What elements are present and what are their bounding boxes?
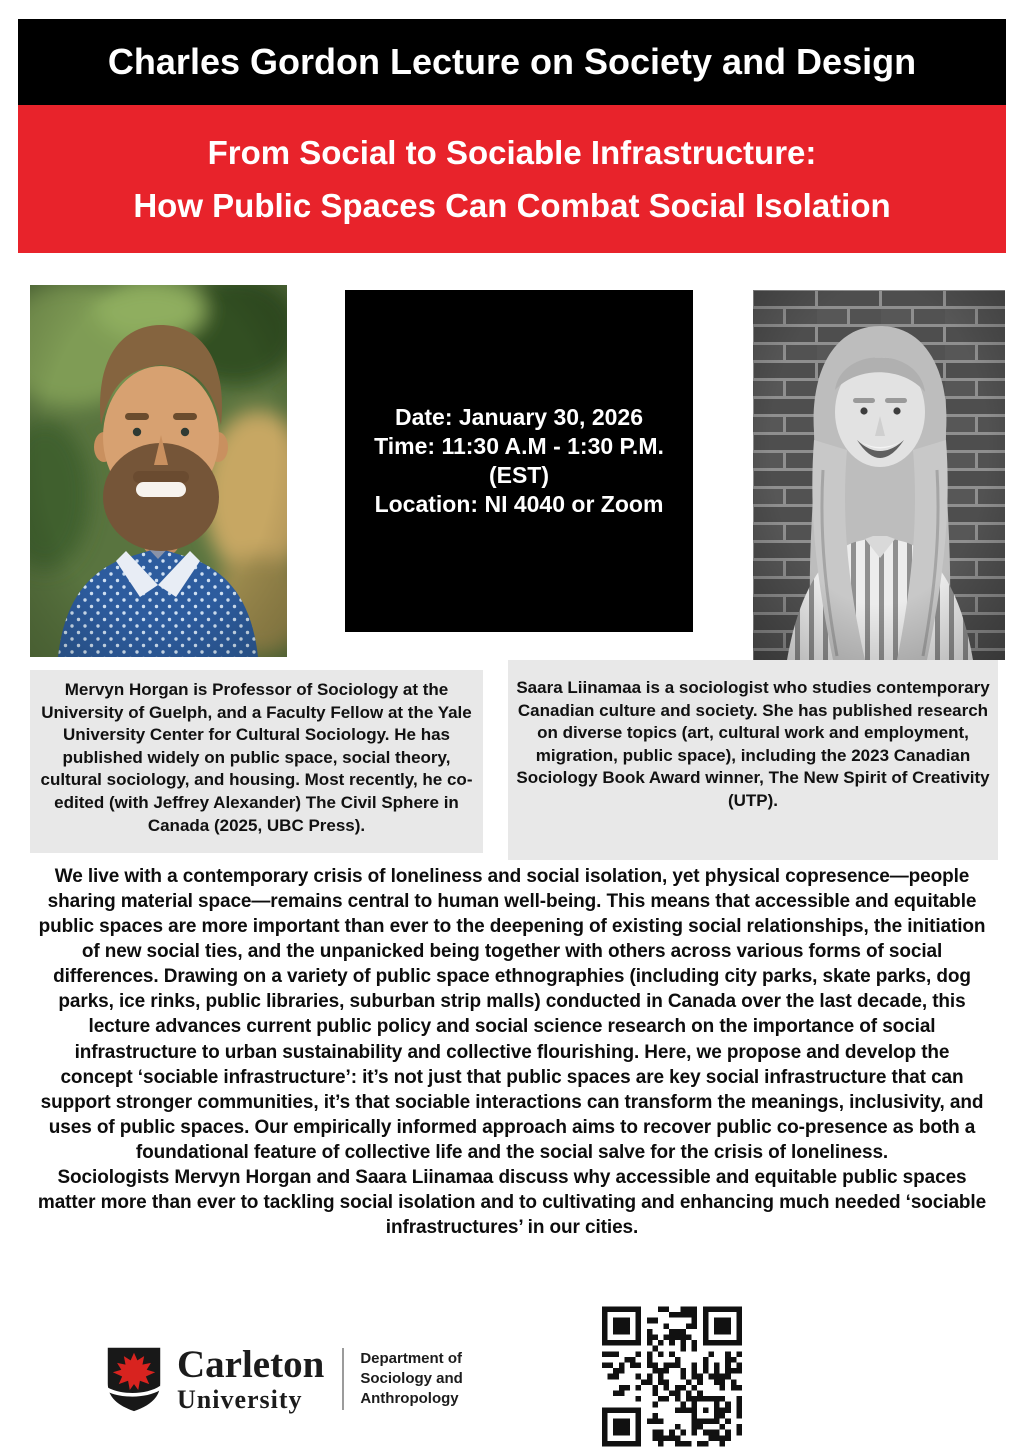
- event-date: Date: January 30, 2026: [394, 403, 644, 430]
- header-bar: [18, 19, 1006, 105]
- event-timezone: (EST): [488, 462, 550, 488]
- saara-liinamaa-bio: Saara Liinamaa is a sociologist who studies contemporary Canadian culture and society. She has published research on diverse topics (art, cultural work and employment, migration, public space), including the 2023 Canadian Sociology Book Award winner, The New Spirit of Creativity (UTP).: [508, 660, 998, 860]
- title-banner: [18, 105, 1006, 253]
- qr-code: [602, 1306, 742, 1447]
- banner-line-1: From Social to Sociable Infrastructure:: [207, 133, 817, 171]
- department-line-3: Anthropology: [360, 1389, 459, 1407]
- abstract-paragraph-2: Sociologists Mervyn Horgan and Saara Liinamaa discuss why accessible and equitable public spaces matter more than ever to tackling social isolation and to cultivating and enhancing much needed ‘sociable infrastructures’ in our cities.: [37, 1166, 987, 1239]
- portrait-photo-right: [753, 290, 1005, 660]
- logo-divider: [342, 1348, 344, 1410]
- carleton-wordmark-sub: University: [177, 1385, 303, 1414]
- abstract-paragraph-1: We live with a contemporary crisis of loneliness and social isolation, yet physical copresence—people sharing material space—remains central to human well-being. This means that accessible and equitable public spaces are more important than ever to the deepening of existing social relationships, the initiation of new social ties, and the unpanicked being together with others across various forms of social differences. Drawing on a variety of public space ethnographies (including city parks, skate parks, dog parks, ice rinks, public libraries, suburban strip malls) conducted in Canada over the last decade, this lecture advances current public policy and social science research on the importance of social infrastructure to urban sustainability and collective flourishing. Here, we propose and develop the concept ‘sociable infrastructure’: it’s not just that public spaces are key social infrastructure that can support stronger communities, it’s that sociable interactions can transform the meanings, inclusivity, and uses of public spaces. Our empirically informed approach aims to recover public co-presence as both a foundational feature of collective life and the social salve for the crisis of loneliness.: [38, 866, 986, 1163]
- carleton-wordmark: [177, 1345, 324, 1413]
- carleton-wordmark-main: Carleton: [177, 1343, 325, 1386]
- banner-line-2: How Public Spaces Can Combat Social Isolation: [133, 186, 891, 224]
- lecture-abstract: [37, 864, 987, 1240]
- saara-liinamaa-photo: [753, 290, 1005, 660]
- carleton-shield-icon: [103, 1346, 165, 1412]
- qr-code-icon: [602, 1306, 742, 1447]
- event-location: Location: NI 4040 or Zoom: [374, 491, 664, 518]
- mervyn-horgan-bio: Mervyn Horgan is Professor of Sociology at the University of Guelph, and a Faculty Fellow at the Yale University Center for Cultural Sociology. He has published widely on public space, social theory, cultural sociology, and housing. Most recently, he co-edited (with Jeffrey Alexander) The Civil Sphere in Canada (2025, UBC Press).: [30, 670, 483, 853]
- department-line-1: Department of: [360, 1350, 462, 1368]
- page-title: Charles Gordon Lecture on Society and Design: [107, 41, 917, 82]
- department-name: [360, 1349, 463, 1408]
- portrait-photo-left: [30, 285, 287, 657]
- event-time: Time: 11:30 A.M - 1:30 P.M.: [374, 432, 664, 459]
- event-info-box: [345, 290, 693, 632]
- department-line-2: Sociology and: [360, 1370, 463, 1388]
- mervyn-horgan-photo: [30, 285, 287, 657]
- carleton-university-logo: [103, 1341, 463, 1417]
